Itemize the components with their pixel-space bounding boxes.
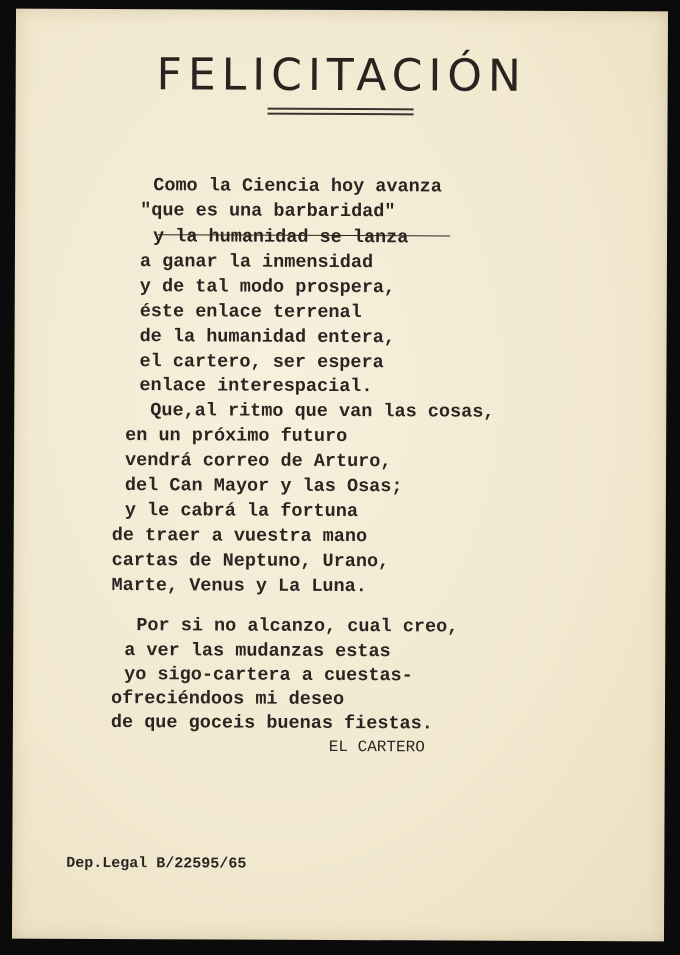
poem-line: de la humanidad entera, <box>139 326 395 349</box>
poem-line: yo sigo-cartera a cuestas- <box>124 664 413 687</box>
poem-line: de traer a vuestra mano <box>111 525 368 548</box>
poem-line: Por si no alcanzo, cual creo, <box>136 615 459 638</box>
poem-line: del Can Mayor y las Osas; <box>124 475 403 498</box>
poem-line: de que goceis buenas fiestas. <box>110 712 433 735</box>
poem-line: Como la Ciencia hoy avanza <box>153 175 442 198</box>
poem-line: enlace interespacial. <box>139 375 373 398</box>
signature: EL CARTERO <box>328 737 425 757</box>
poem-line: Marte, Venus y La Luna. <box>111 575 367 598</box>
legal-deposit: Dep.Legal B/22595/65 <box>66 854 247 873</box>
card-title: FELICITACIÓN <box>156 49 528 102</box>
poem-line: vendrá correo de Arturo, <box>125 450 392 473</box>
poem-line: Que,al ritmo que van las cosas, <box>150 400 495 423</box>
poem-line: en un próximo futuro <box>125 425 348 448</box>
poem-line: "que es una barbaridad" <box>140 200 396 223</box>
title-rule-bottom <box>268 113 414 116</box>
poem-line: a ver las mudanzas estas <box>124 640 391 663</box>
poem-line: cartas de Neptuno, Urano, <box>111 550 390 573</box>
poem-line: éste enlace terrenal <box>139 301 362 324</box>
title-rule-top <box>268 108 414 111</box>
poem-line: y le cabrá la fortuna <box>124 500 359 523</box>
poem-line: a ganar la inmensidad <box>139 251 374 274</box>
poem-line: ofreciéndoos mi deseo <box>110 688 345 711</box>
greeting-card <box>12 9 668 942</box>
poem-line: y de tal modo prospera, <box>139 276 396 299</box>
poem-line: y la humanidad se lanza <box>152 226 409 249</box>
poem-line: el cartero, ser espera <box>139 351 384 374</box>
